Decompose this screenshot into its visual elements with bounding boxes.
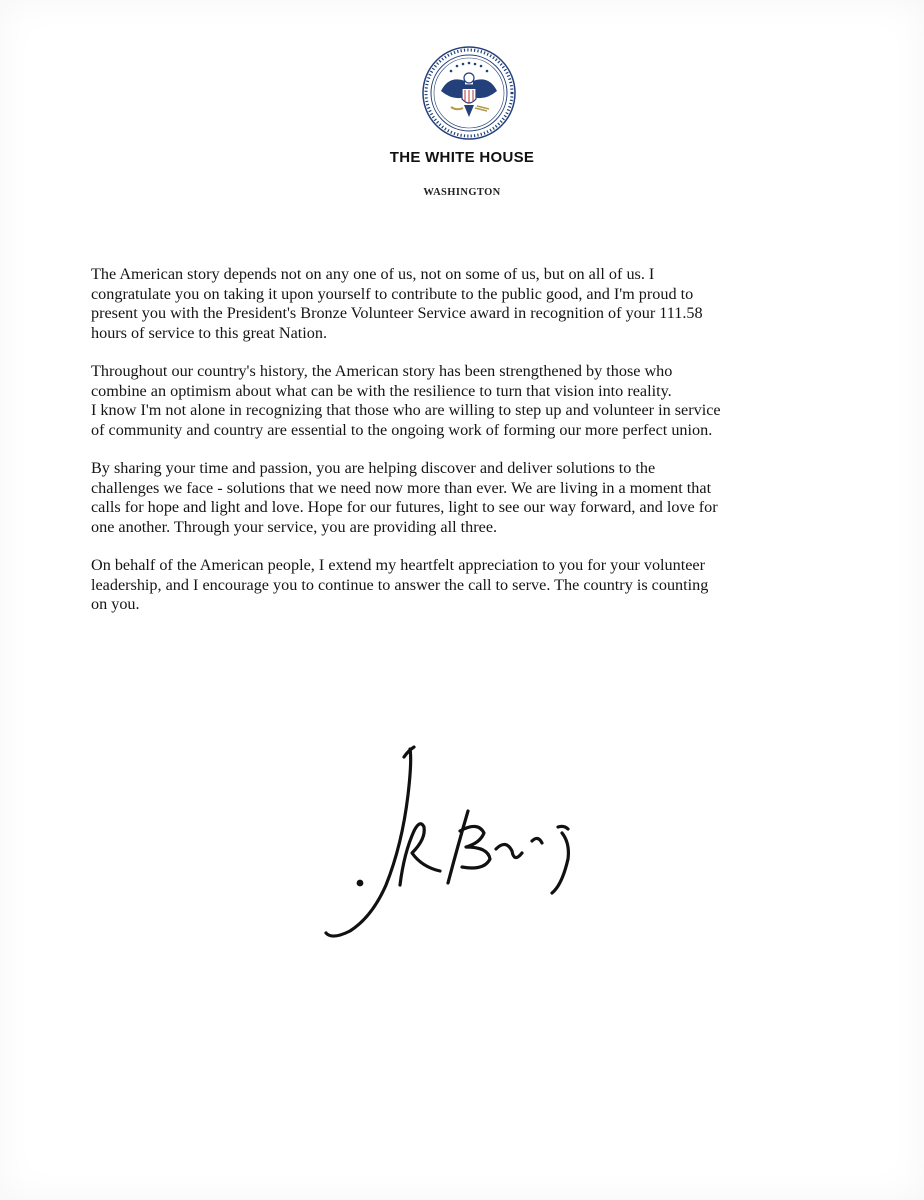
letter-paragraph-4: On behalf of the American people, I extend my heartfelt appreciation to you for your volunteer leadership, and I encourage you to continue to answer the call to serve. The country is counting on you.	[91, 556, 709, 613]
letter-paragraph-1: The American story depends not on any one of us, not on some of us, but on all of us. I congratulate you on taking it upon yourself to contribute to the public good, and I'm proud to present you with the President's Bronze Volunteer Service award in recognition of your 111.58 hours of service to this great Nation.	[91, 265, 703, 342]
letter-paragraph-2: Throughout our country's history, the American story has been strengthened by those who combine an optimism about what can be with the resilience to turn that vision into reality. I know I'm not alone in recognizing that those who are willing to step up and volunteer in service of community and country are essential to the ongoing work of forming our more perfect union.	[91, 362, 721, 439]
handwritten-signature-icon	[300, 735, 610, 950]
letterhead-title: THE WHITE HOUSE	[389, 149, 535, 166]
presidential-seal-icon	[421, 45, 517, 141]
letter-paragraph-3: By sharing your time and passion, you are helping discover and deliver solutions to the challenges we face - solutions that we need now more than ever. We are living in a moment that calls for hope and light and love. Hope for our futures, light to see our way forward, and love for one another. Through your service, you are providing all three.	[91, 459, 718, 536]
letter-body	[91, 265, 836, 634]
letterhead-subtitle: WASHINGTON	[423, 187, 501, 198]
